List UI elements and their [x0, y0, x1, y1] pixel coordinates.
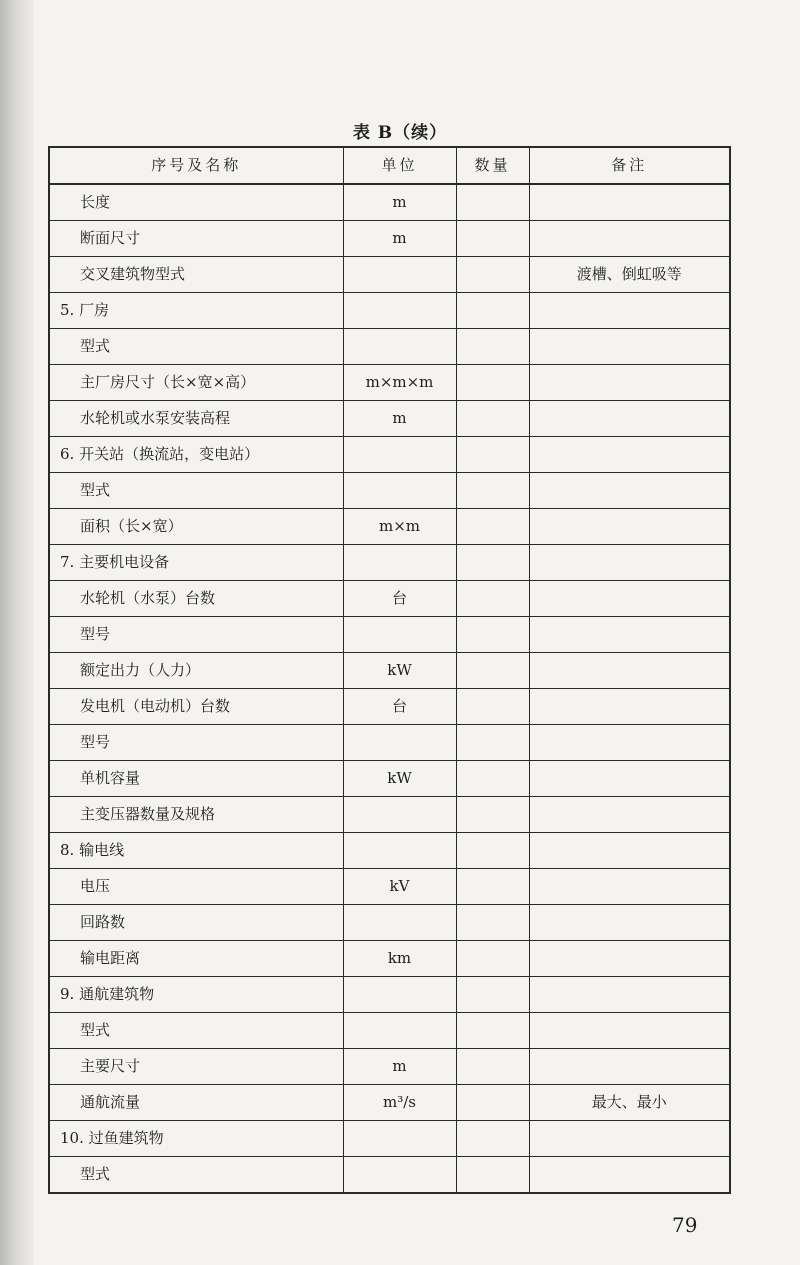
- row-name-text: 型号: [80, 625, 111, 643]
- table-row: [49, 833, 730, 869]
- unit-cell: m×m: [343, 509, 456, 545]
- row-name-text: 主变压器数量及规格: [80, 805, 216, 823]
- quantity-cell: [456, 1013, 529, 1049]
- unit-cell: m: [343, 1049, 456, 1085]
- note-cell: [529, 1013, 730, 1049]
- row-name-text: 交叉建筑物型式: [80, 265, 186, 283]
- note-cell: [529, 545, 730, 581]
- section-heading-cell: [49, 293, 343, 329]
- row-name-text: 主厂房尺寸（长×宽×高）: [80, 373, 256, 391]
- quantity-cell: [456, 689, 529, 725]
- quantity-cell: [456, 725, 529, 761]
- note-cell: [529, 437, 730, 473]
- table-row: [49, 1049, 730, 1085]
- note-cell: [529, 401, 730, 437]
- note-cell: [529, 833, 730, 869]
- row-name-text: 型式: [80, 1021, 111, 1039]
- quantity-cell: [456, 184, 529, 221]
- note-cell: [529, 329, 730, 365]
- note-cell: [529, 473, 730, 509]
- table-row: [49, 725, 730, 761]
- quantity-cell: [456, 905, 529, 941]
- item-name-cell: [49, 184, 343, 221]
- table-row: [49, 509, 730, 545]
- note-cell: [529, 184, 730, 221]
- quantity-cell: [456, 1085, 529, 1121]
- item-name-cell: [49, 653, 343, 689]
- row-name-text: 单机容量: [80, 769, 141, 787]
- table-row: [49, 689, 730, 725]
- unit-cell: [343, 833, 456, 869]
- row-name-text: 型式: [80, 337, 111, 355]
- unit-cell: [343, 1121, 456, 1157]
- unit-cell: [343, 293, 456, 329]
- table-row: [49, 869, 730, 905]
- table-row: [49, 941, 730, 977]
- row-name-text: 长度: [80, 193, 111, 211]
- quantity-cell: [456, 977, 529, 1013]
- quantity-cell: [456, 761, 529, 797]
- item-name-cell: [49, 401, 343, 437]
- section-heading-cell: [49, 977, 343, 1013]
- note-cell: 最大、最小: [529, 1085, 730, 1121]
- item-name-cell: [49, 941, 343, 977]
- quantity-cell: [456, 257, 529, 293]
- unit-cell: [343, 905, 456, 941]
- table-header-row: [49, 147, 730, 184]
- item-name-cell: [49, 1049, 343, 1085]
- section-heading-cell: [49, 1121, 343, 1157]
- unit-cell: [343, 977, 456, 1013]
- note-cell: [529, 869, 730, 905]
- row-name-text: 面积（长×宽）: [80, 517, 183, 535]
- note-cell: [529, 761, 730, 797]
- section-heading-cell: [49, 437, 343, 473]
- quantity-cell: [456, 653, 529, 689]
- table-row: [49, 617, 730, 653]
- row-name-text: 7. 主要机电设备: [60, 553, 170, 571]
- note-cell: [529, 905, 730, 941]
- quantity-cell: [456, 833, 529, 869]
- quantity-cell: [456, 797, 529, 833]
- unit-cell: [343, 1157, 456, 1194]
- header-quantity: 数量: [456, 147, 529, 184]
- quantity-cell: [456, 293, 529, 329]
- quantity-cell: [456, 941, 529, 977]
- item-name-cell: [49, 617, 343, 653]
- item-name-cell: [49, 869, 343, 905]
- unit-cell: m: [343, 221, 456, 257]
- unit-cell: [343, 545, 456, 581]
- table-row: [49, 365, 730, 401]
- item-name-cell: [49, 365, 343, 401]
- row-name-text: 6. 开关站（换流站，变电站）: [60, 445, 260, 463]
- note-cell: [529, 581, 730, 617]
- header-unit: 单位: [343, 147, 456, 184]
- row-name-text: 8. 输电线: [60, 841, 125, 859]
- row-name-text: 额定出力（人力）: [80, 661, 201, 679]
- table-row: [49, 184, 730, 221]
- row-name-text: 电压: [80, 877, 111, 895]
- note-cell: [529, 941, 730, 977]
- item-name-cell: [49, 905, 343, 941]
- quantity-cell: [456, 365, 529, 401]
- table-row: [49, 797, 730, 833]
- item-name-cell: [49, 257, 343, 293]
- unit-cell: m×m×m: [343, 365, 456, 401]
- item-name-cell: [49, 725, 343, 761]
- section-heading-cell: [49, 545, 343, 581]
- page-number: 79: [672, 1213, 698, 1237]
- note-cell: [529, 221, 730, 257]
- item-name-cell: [49, 509, 343, 545]
- unit-cell: kW: [343, 761, 456, 797]
- table-title: 表 B（续）: [352, 123, 448, 143]
- spec-table: [48, 146, 731, 1194]
- section-heading-cell: [49, 833, 343, 869]
- note-cell: [529, 365, 730, 401]
- table-body: [49, 184, 730, 1193]
- row-name-text: 水轮机（水泵）台数: [80, 589, 216, 607]
- unit-cell: m: [343, 184, 456, 221]
- row-name-text: 9. 通航建筑物: [60, 985, 155, 1003]
- table-row: [49, 1085, 730, 1121]
- note-cell: [529, 725, 730, 761]
- item-name-cell: [49, 221, 343, 257]
- unit-cell: [343, 725, 456, 761]
- unit-cell: kV: [343, 869, 456, 905]
- note-cell: [529, 689, 730, 725]
- table-row: [49, 293, 730, 329]
- table-row: [49, 1121, 730, 1157]
- quantity-cell: [456, 617, 529, 653]
- note-cell: [529, 509, 730, 545]
- row-name-text: 型号: [80, 733, 111, 751]
- quantity-cell: [456, 509, 529, 545]
- note-cell: [529, 293, 730, 329]
- note-cell: 渡槽、倒虹吸等: [529, 257, 730, 293]
- item-name-cell: [49, 581, 343, 617]
- table-row: [49, 761, 730, 797]
- row-name-text: 发电机（电动机）台数: [80, 697, 231, 715]
- note-cell: [529, 1049, 730, 1085]
- unit-cell: 台: [343, 689, 456, 725]
- table-row: [49, 1157, 730, 1194]
- item-name-cell: [49, 1013, 343, 1049]
- item-name-cell: [49, 1085, 343, 1121]
- table-row: [49, 221, 730, 257]
- page-edge-shadow: [0, 0, 34, 1265]
- quantity-cell: [456, 401, 529, 437]
- unit-cell: 台: [343, 581, 456, 617]
- item-name-cell: [49, 329, 343, 365]
- note-cell: [529, 617, 730, 653]
- row-name-text: 输电距离: [80, 949, 141, 967]
- unit-cell: [343, 257, 456, 293]
- table-row: [49, 473, 730, 509]
- header-name: 序号及名称: [49, 147, 343, 184]
- row-name-text: 5. 厂房: [60, 301, 110, 319]
- quantity-cell: [456, 437, 529, 473]
- quantity-cell: [456, 473, 529, 509]
- quantity-cell: [456, 1157, 529, 1194]
- unit-cell: [343, 1013, 456, 1049]
- quantity-cell: [456, 581, 529, 617]
- table-row: [49, 257, 730, 293]
- table-row: [49, 1013, 730, 1049]
- item-name-cell: [49, 761, 343, 797]
- row-name-text: 水轮机或水泵安装高程: [80, 409, 231, 427]
- table-row: [49, 581, 730, 617]
- item-name-cell: [49, 797, 343, 833]
- row-name-text: 型式: [80, 481, 111, 499]
- table-row: [49, 437, 730, 473]
- row-name-text: 断面尺寸: [80, 229, 141, 247]
- row-name-text: 主要尺寸: [80, 1057, 141, 1075]
- item-name-cell: [49, 1157, 343, 1194]
- header-note: 备注: [529, 147, 730, 184]
- table-row: [49, 905, 730, 941]
- quantity-cell: [456, 1049, 529, 1085]
- note-cell: [529, 797, 730, 833]
- table-row: [49, 401, 730, 437]
- unit-cell: [343, 329, 456, 365]
- note-cell: [529, 977, 730, 1013]
- item-name-cell: [49, 689, 343, 725]
- note-cell: [529, 653, 730, 689]
- unit-cell: [343, 797, 456, 833]
- table-row: [49, 653, 730, 689]
- table-row: [49, 977, 730, 1013]
- unit-cell: [343, 473, 456, 509]
- row-name-text: 通航流量: [80, 1093, 141, 1111]
- unit-cell: km: [343, 941, 456, 977]
- unit-cell: m³/s: [343, 1085, 456, 1121]
- quantity-cell: [456, 329, 529, 365]
- table-row: [49, 545, 730, 581]
- unit-cell: m: [343, 401, 456, 437]
- unit-cell: [343, 437, 456, 473]
- note-cell: [529, 1121, 730, 1157]
- row-name-text: 10. 过鱼建筑物: [60, 1129, 164, 1147]
- table-row: [49, 329, 730, 365]
- quantity-cell: [456, 869, 529, 905]
- row-name-text: 回路数: [80, 913, 126, 931]
- item-name-cell: [49, 473, 343, 509]
- quantity-cell: [456, 1121, 529, 1157]
- quantity-cell: [456, 545, 529, 581]
- unit-cell: [343, 617, 456, 653]
- row-name-text: 型式: [80, 1165, 111, 1183]
- quantity-cell: [456, 221, 529, 257]
- unit-cell: kW: [343, 653, 456, 689]
- note-cell: [529, 1157, 730, 1194]
